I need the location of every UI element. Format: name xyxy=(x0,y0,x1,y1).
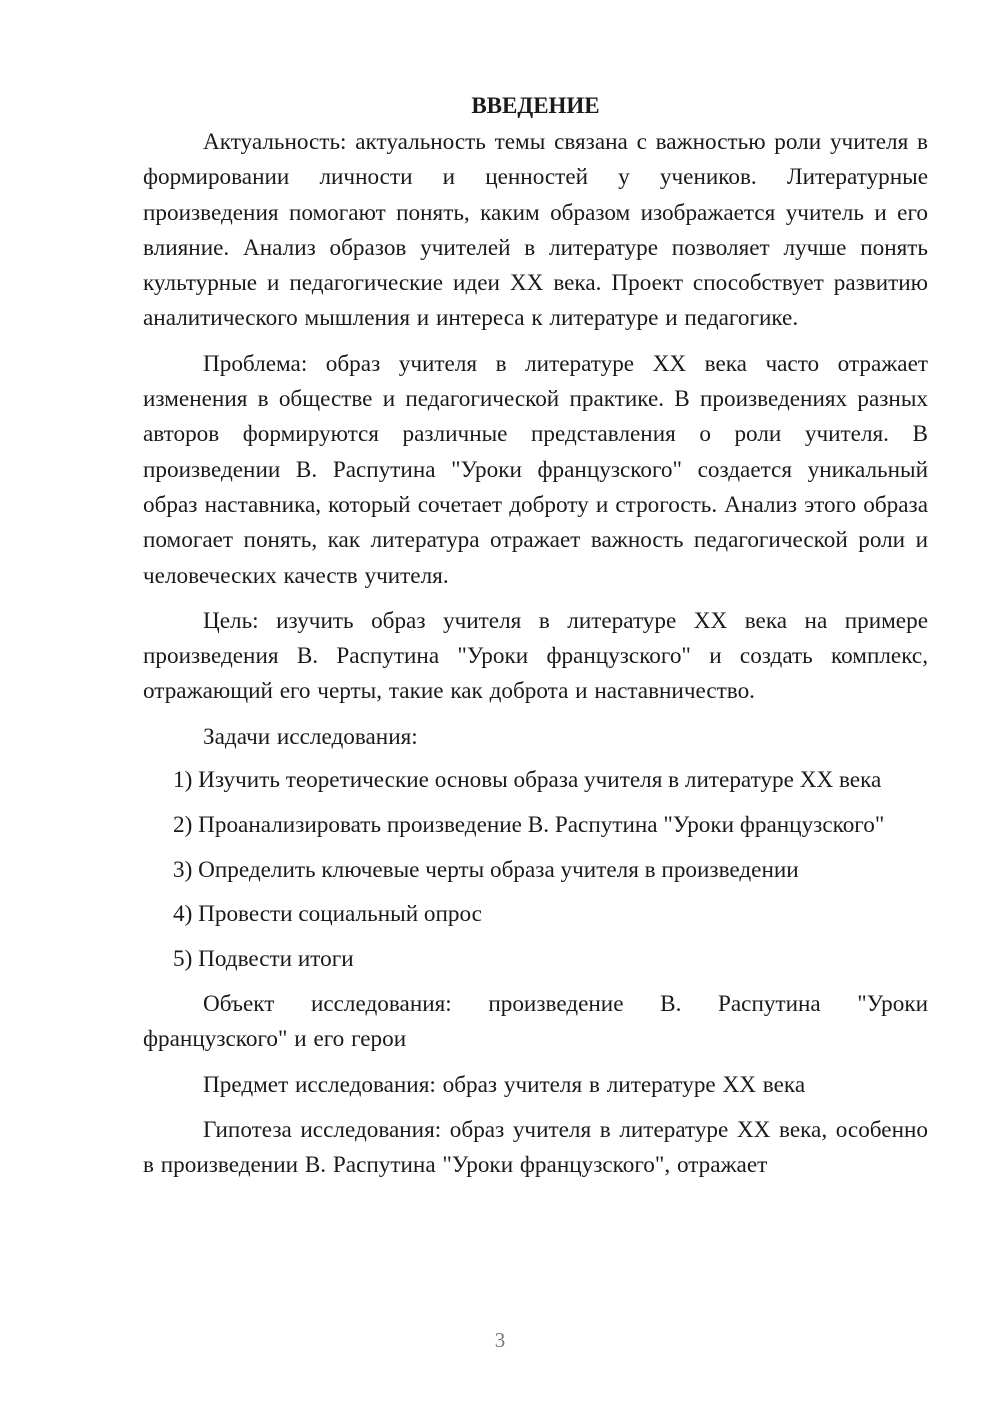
tasks-heading: Задачи исследования: xyxy=(203,723,418,750)
section-title: ВВЕДЕНИЕ xyxy=(471,93,600,118)
task-item-1: 1) Изучить теоретические основы образа учителя в литературе XX века xyxy=(173,767,882,794)
document-page xyxy=(143,88,928,1194)
object-paragraph: Объект исследования: произведение В. Распутина "Уроки французского" и его герои xyxy=(143,991,928,1053)
task-item-4: 4) Провести социальный опрос xyxy=(173,901,482,928)
task-item-5: 5) Подвести итоги xyxy=(173,946,354,973)
subject-paragraph: Предмет исследования: образ учителя в литературе XX века xyxy=(203,1071,806,1098)
task-item-2: 2) Проанализировать произведение В. Распутина "Уроки французского" xyxy=(173,811,885,838)
task-item-3: 3) Определить ключевые черты образа учителя в произведении xyxy=(173,856,799,883)
problem-paragraph: Проблема: образ учителя в литературе XX века часто отражает изменения в обществе и педагогической практике. В произведениях разных авторов формируются различные представления о роли учителя. В произведении В. Распутина "Уроки французского" создается уникальный образ наставника, который сочетает доброту и строгость. Анализ этого образа помогает понять, как литература отражает важность педагогической роли и человеческих качеств учителя. xyxy=(143,350,928,589)
relevance-paragraph: Актуальность: актуальность темы связана с важностью роли учителя в формировании личности и ценностей у учеников. Литературные произведения помогают понять, каким образом изображается учитель и его влияние. Анализ образов учителей в литературе позволяет лучше понять культурные и педагогические идеи XX века. Проект способствует развитию аналитического мышления и интереса к литературе и педагогике. xyxy=(143,129,928,332)
page-number: 3 xyxy=(494,1328,506,1352)
goal-paragraph: Цель: изучить образ учителя в литературе XX века на примере произведения В. Распутина "Уроки французского" и создать комплекс, отражающий его черты, такие как доброта и наставничество. xyxy=(143,607,928,705)
hypothesis-paragraph: Гипотеза исследования: образ учителя в литературе XX века, особенно в произведении В. Распутина "Уроки французского", отражает xyxy=(143,1116,928,1179)
